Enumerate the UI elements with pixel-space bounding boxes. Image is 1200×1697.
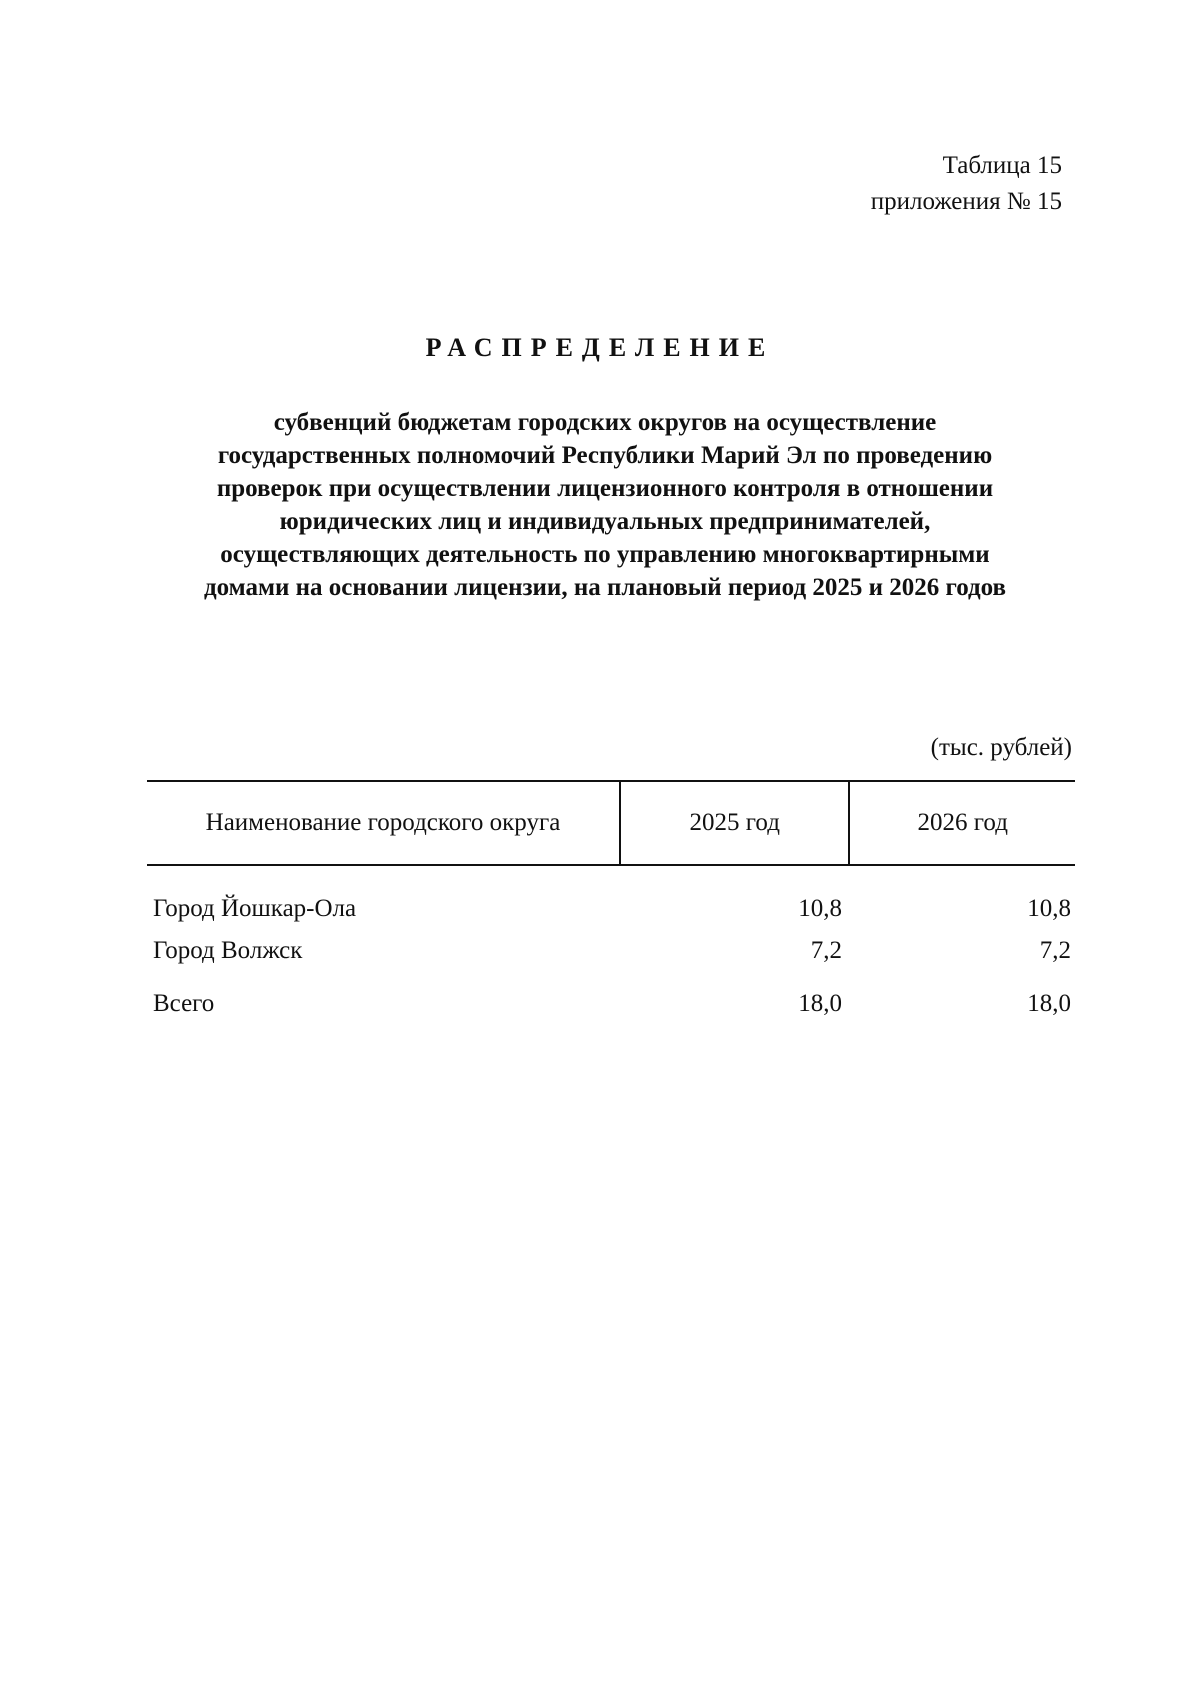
value-2025: 10,8 xyxy=(798,895,842,922)
table-total-row xyxy=(147,983,1075,1025)
value-2026: 10,8 xyxy=(1027,895,1071,922)
table-row xyxy=(147,930,1075,972)
subtitle-line: проверок при осуществлении лицензионного контроля в отношении xyxy=(216,475,994,502)
total-label: Всего xyxy=(153,990,215,1017)
document-subtitle xyxy=(140,406,1070,604)
district-name: Город Йошкар-Ола xyxy=(153,895,357,922)
appendix-number: приложения № 15 xyxy=(870,188,1062,215)
subtitle-line: домами на основании лицензии, на плановый период 2025 и 2026 годов xyxy=(203,574,1007,601)
table-number: Таблица 15 xyxy=(942,152,1062,179)
value-2025: 7,2 xyxy=(810,937,842,964)
value-2026: 7,2 xyxy=(1039,937,1071,964)
subtitle-line: субвенций бюджетам городских округов на осуществление xyxy=(273,409,937,436)
distribution-table xyxy=(147,780,1075,1025)
table-reference xyxy=(871,148,1062,220)
total-2025: 18,0 xyxy=(798,990,842,1017)
table-header xyxy=(147,780,1075,866)
subtitle-line: осуществляющих деятельность по управлению многоквартирными xyxy=(220,541,990,568)
total-2026: 18,0 xyxy=(1027,990,1071,1017)
subtitle-line: государственных полномочий Республики Марий Эл по проведению xyxy=(217,442,993,469)
document-title: РАСПРЕДЕЛЕНИЕ xyxy=(425,333,775,362)
header-year-2025: 2025 год xyxy=(621,782,851,864)
table-row xyxy=(147,888,1075,930)
header-year-2026: 2026 год xyxy=(917,809,1008,836)
table-body xyxy=(147,888,1075,1025)
subtitle-line: юридических лиц и индивидуальных предпринимателей, xyxy=(279,508,931,535)
header-district-name: Наименование городского округа xyxy=(147,782,621,864)
district-name: Город Волжск xyxy=(153,937,303,964)
units-label: (тыс. рублей) xyxy=(930,734,1072,761)
